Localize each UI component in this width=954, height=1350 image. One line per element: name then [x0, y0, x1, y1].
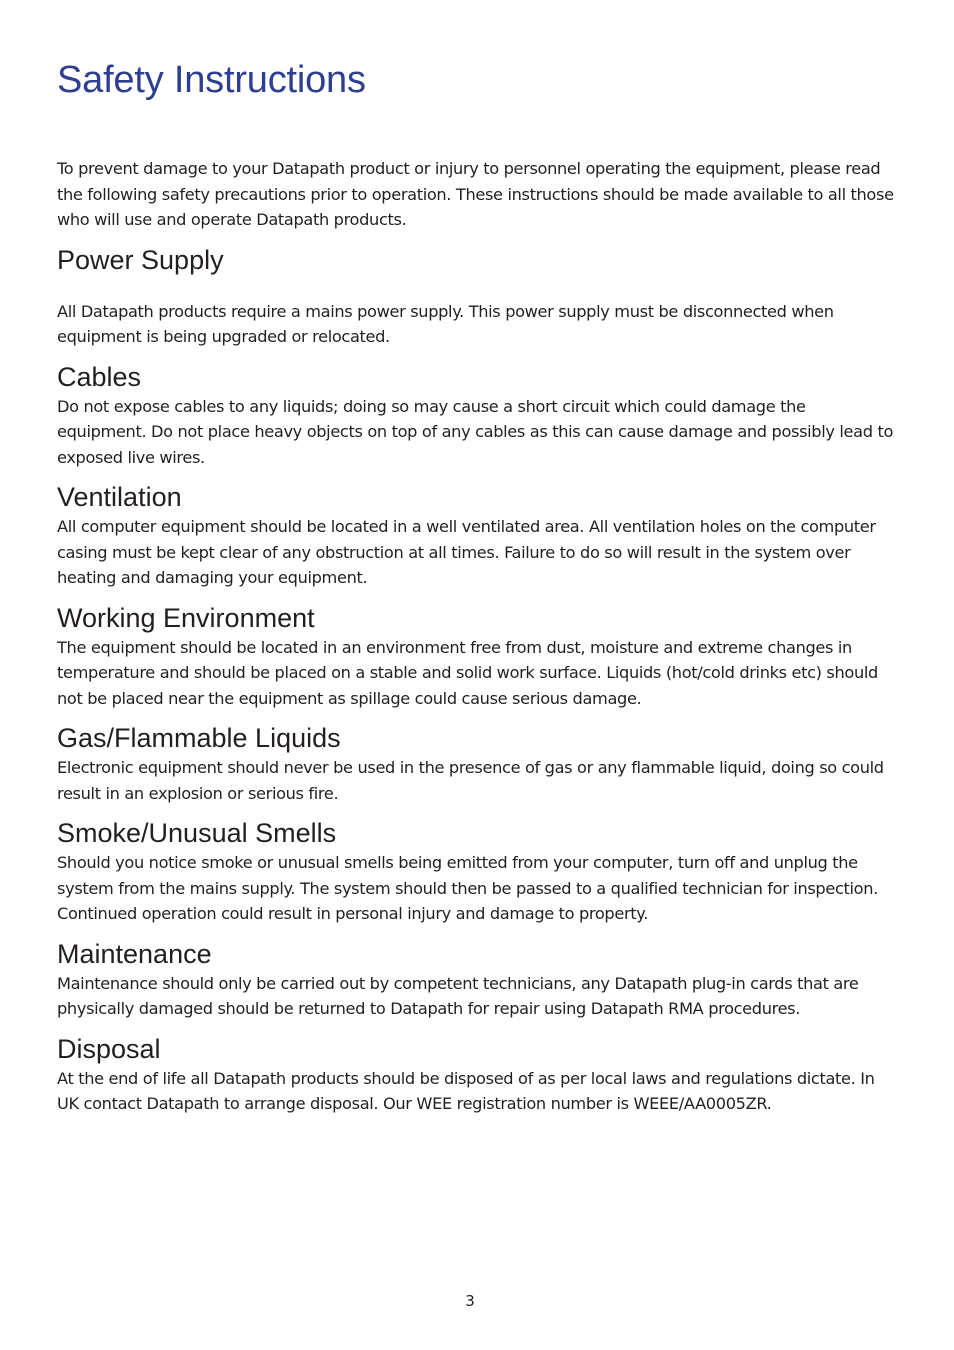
page-title: Safety Instructions — [57, 59, 366, 101]
section-working-environment — [57, 602, 899, 712]
section-heading: Maintenance — [57, 938, 212, 969]
section-heading: Ventilation — [57, 482, 182, 512]
section-power-supply — [57, 244, 899, 350]
section-body: Maintenance should only be carried out by competent technicians, any Datapath plug-in cards that are physically damaged should be returned to Datapath for repair using Datapath RMA procedures. — [57, 973, 859, 1018]
section-cables — [57, 361, 899, 471]
section-heading: Cables — [57, 361, 142, 392]
section-heading: Working Environment — [57, 602, 315, 633]
section-gas-flammable-liquids — [57, 722, 899, 806]
section-body: The equipment should be located in an environment free from dust, moisture and extreme changes in temperature and should be placed on a stable and solid work surface. Liquids (hot/cold drinks etc) should not be placed near the equipment as spillage could cause serious damage. — [57, 637, 878, 708]
section-smoke-unusual-smells — [57, 817, 899, 927]
section-disposal — [57, 1033, 899, 1117]
page-number: 3 — [465, 1292, 475, 1310]
section-heading: Power Supply — [57, 244, 224, 275]
section-body: Should you notice smoke or unusual smells being emitted from your computer, turn off and unplug the system from the mains supply. The system should then be passed to a qualified technician for inspection. Continued operation could result in personal injury and damage to property. — [57, 853, 878, 923]
section-body: Do not expose cables to any liquids; doing so may cause a short circuit which could damage the equipment. Do not place heavy objects on top of any cables as this can cause damage and possibly lead to exposed live wires. — [57, 396, 894, 467]
section-ventilation — [57, 481, 899, 591]
section-body: All computer equipment should be located in a well ventilated area. All ventilation holes on the computer casing must be kept clear of any obstruction at all times. Failure to do so will result in the system over heating and damaging your equipment. — [57, 517, 876, 587]
section-heading: Smoke/Unusual Smells — [57, 818, 337, 848]
section-body: All Datapath products require a mains power supply. This power supply must be disconnected when equipment is being upgraded or relocated. — [57, 301, 834, 346]
intro-paragraph: To prevent damage to your Datapath product or injury to personnel operating the equipment, please read the following safety precautions prior to operation. These instructions should be made available to all those who will use and operate Datapath products. — [57, 159, 894, 229]
section-maintenance — [57, 938, 899, 1022]
section-body: Electronic equipment should never be used in the presence of gas or any flammable liquid, doing so could result in an explosion or serious fire. — [57, 758, 884, 803]
section-heading: Disposal — [57, 1033, 161, 1064]
document-page — [57, 56, 899, 1128]
section-body: At the end of life all Datapath products should be disposed of as per local laws and regulations dictate. In UK contact Datapath to arrange disposal. Our WEE registration number is WEEE/AA0005ZR. — [57, 1068, 875, 1113]
section-heading: Gas/Flammable Liquids — [57, 723, 341, 753]
